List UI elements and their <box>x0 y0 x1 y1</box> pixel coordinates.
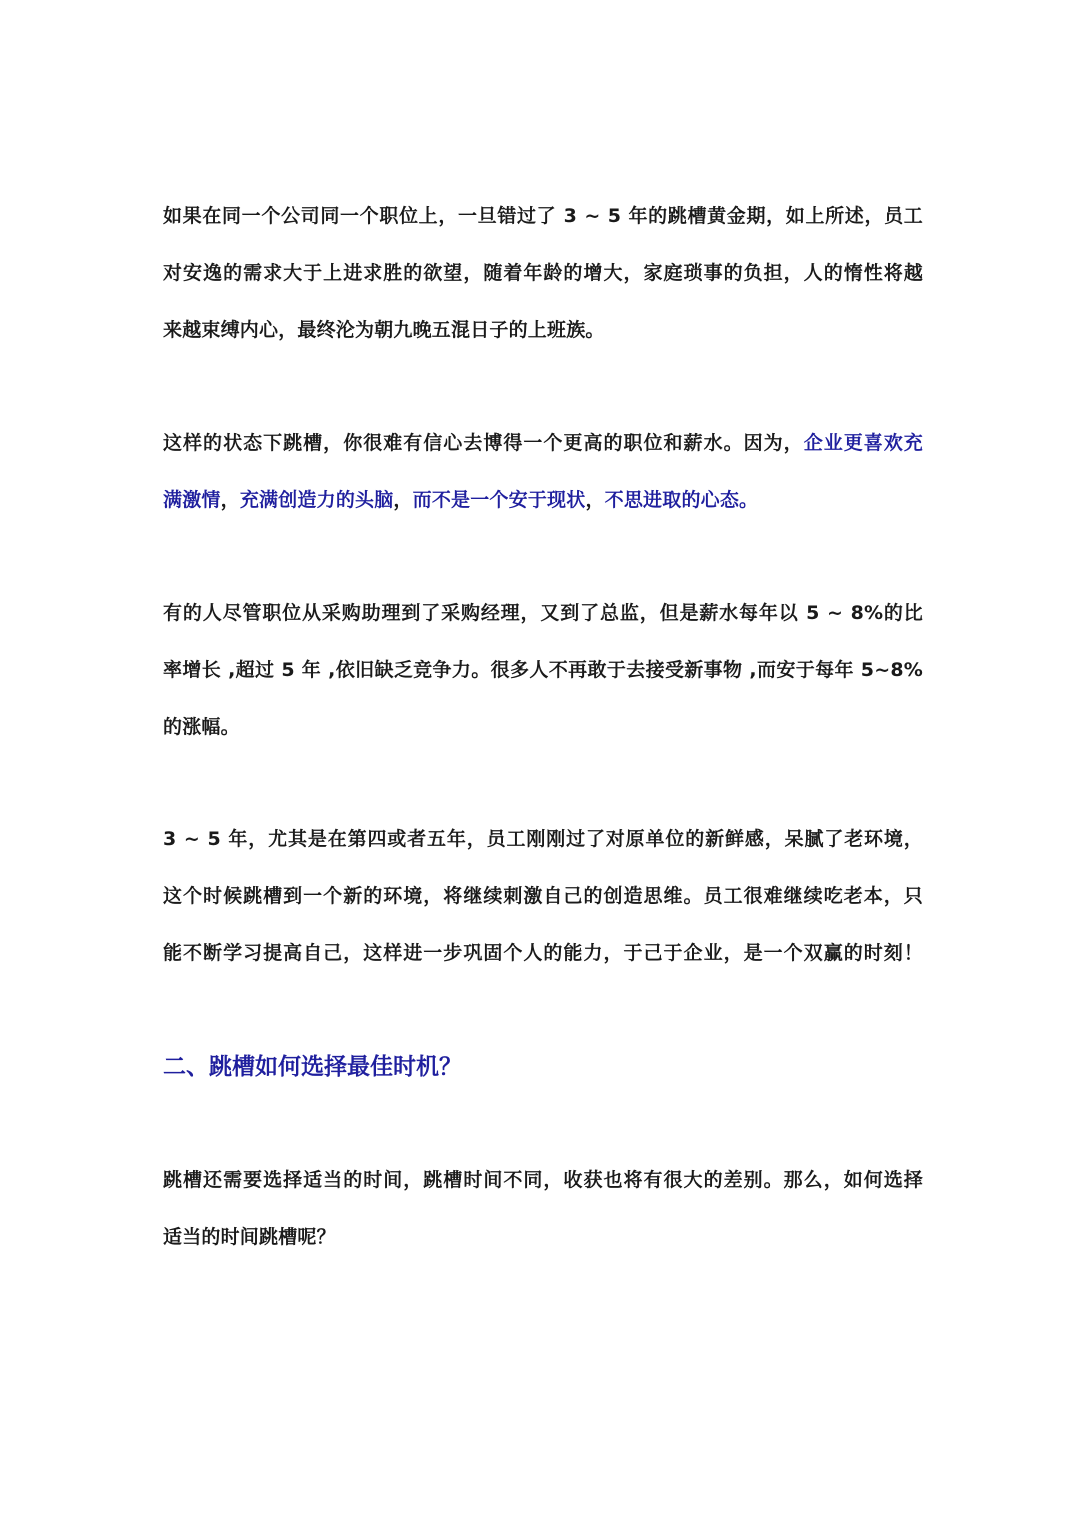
paragraph-2-separator-c: ， <box>585 489 605 511</box>
paragraph-2-highlight-c: 而不是一个安于现状 <box>412 489 586 511</box>
paragraph-1-line-3: 来越束缚内心，最终沦为朝九晚五混日子的上班族。 <box>163 319 605 341</box>
paragraph-2-line-2 <box>163 472 923 529</box>
paragraph-4-line-2: 这个时候跳槽到一个新的环境，将继续刺激自己的创造思维。员工很难继续吃老本，只 <box>163 885 923 907</box>
paragraph-1-line-1: 如果在同一个公司同一个职位上，一旦错过了 3 ~ 5 年的跳槽黄金期，如上所述，员工 <box>163 205 923 227</box>
section-heading: 二、跳槽如何选择最佳时机？ <box>163 1054 462 1080</box>
paragraph-4-line-1: 3 ~ 5 年，尤其是在第四或者五年，员工刚刚过了对原单位的新鲜感，呆腻了老环境， <box>163 828 923 850</box>
paragraph-4-line-3: 能不断学习提高自己，这样进一步巩固个人的能力，于己于企业，是一个双赢的时刻！ <box>163 942 923 964</box>
paragraph-2-separator-b: ， <box>393 489 413 511</box>
paragraph-3 <box>163 585 923 756</box>
paragraph-3-line-3: 的涨幅。 <box>163 716 240 738</box>
paragraph-2-separator-a: ， <box>220 489 240 511</box>
paragraph-3-line-2: 率增长 ,超过 5 年 ,依旧缺乏竞争力。很多人不再敢于去接受新事物 ,而安于每年 5~8% <box>163 659 923 681</box>
paragraph-1 <box>163 188 923 359</box>
paragraph-3-line-1: 有的人尽管职位从采购助理到了采购经理，又到了总监，但是薪水每年以 5 ~ 8%的比 <box>163 602 923 624</box>
paragraph-5-line-1: 跳槽还需要选择适当的时间，跳槽时间不同，收获也将有很大的差别。那么，如何选择 <box>163 1169 923 1191</box>
paragraph-2-plain-text: 这样的状态下跳槽，你很难有信心去博得一个更高的职位和薪水。因为， <box>163 432 804 454</box>
paragraph-2-highlight-b: 充满创造力的头脑 <box>239 489 394 511</box>
paragraph-2-highlight-start: 企业更喜欢充 <box>803 432 923 454</box>
paragraph-2-highlight-d: 不思进取的心态。 <box>604 489 759 511</box>
paragraph-2-line-1 <box>163 415 923 472</box>
paragraph-4 <box>163 811 923 982</box>
paragraph-5-line-2: 适当的时间跳槽呢？ <box>163 1226 336 1248</box>
paragraph-1-line-2: 对安逸的需求大于上进求胜的欲望，随着年龄的增大，家庭琐事的负担，人的惰性将越 <box>163 262 923 284</box>
paragraph-2-highlight-a: 满激情 <box>163 489 221 511</box>
paragraph-5 <box>163 1152 923 1266</box>
paragraph-2 <box>163 415 923 529</box>
